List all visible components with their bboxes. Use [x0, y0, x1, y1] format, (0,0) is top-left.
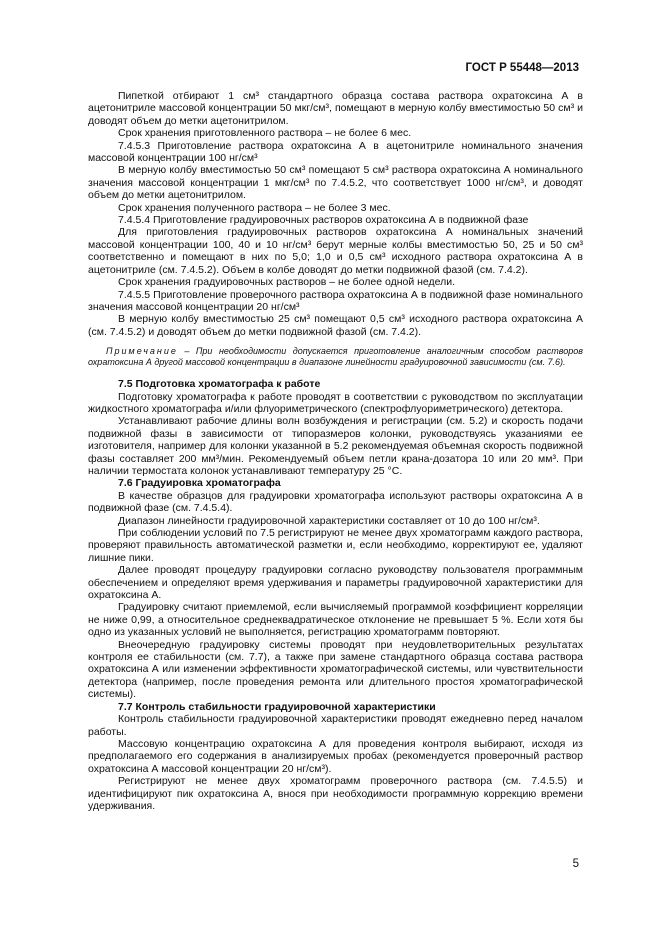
paragraph: Подготовку хроматографа к работе проводят в соответствии с руководством по эксплуатации жидкостного хроматографа и/или флуориметрического (спектрофлуориметрического) детектора.: [88, 390, 583, 415]
paragraph: Внеочередную градуировку системы проводят при неудовлетворительных результатах контроля ее стабильности (см. 7.7), а также при замене стандартного образца состава раствора охратоксина А или изменении эффективности хроматографической системы, или чувствительности детектора (например, после проведения ремонта или длительного простоя хроматографической системы).: [88, 638, 583, 701]
paragraph: Срок хранения градуировочных растворов – не более одной недели.: [118, 276, 456, 289]
paragraph: Контроль стабильности градуировочной характеристики проводят ежедневно перед началом работы.: [88, 713, 583, 738]
document-code: ГОСТ Р 55448—2013: [465, 62, 579, 74]
section-heading: 7.5 Подготовка хроматографа к работе: [118, 378, 321, 391]
paragraph: В качестве образцов для градуировки хроматографа используют растворы охратоксина А в подвижной фазе (см. 7.4.5.4).: [88, 489, 583, 515]
paragraph: Диапазон линейности градуировочной характеристики составляет от 10 до 100 нг/см³.: [118, 514, 540, 527]
paragraph: 7.4.5.4 Приготовление градуировочных растворов охратоксина А в подвижной фазе: [118, 214, 529, 227]
paragraph: Массовую концентрацию охратоксина А для проведения контроля выбирают, исходя из предполагаемого его содержания в анализируемых пробах (рекомендуется проверочный раствор охратоксина А массовой концентрации 20 нг/см³).: [88, 737, 583, 775]
note: [88, 346, 583, 368]
note-label: Примечание: [106, 346, 178, 357]
section-heading: 7.7 Контроль стабильности градуировочной характеристики: [118, 700, 436, 713]
paragraph: 7.4.5.5 Приготовление проверочного раствора охратоксина А в подвижной фазе номинального значения массовой концентрации 20 нг/см³: [88, 288, 583, 313]
paragraph: В мерную колбу вместимостью 25 см³ помещают 0,5 см³ исходного раствора охратоксина А (см. 7.4.5.2) и доводят объем до метки подвижной фазой (см. 7.4.2).: [88, 313, 583, 338]
section-heading: 7.6 Градуировка хроматографа: [118, 477, 281, 490]
paragraph: Устанавливают рабочие длины волн возбуждения и регистрации (см. 5.2) и скорость подачи подвижной фазы в зависимости от типоразмеров колонки, руководствуясь указаниями ее изготовителя, например для колонки указанной в 5.2 рекомендуемая объемная скорость подвижной фазы составляет 200 мм³/мин. Рекомендуемый объем петли крана-дозатора 10 или 20 мм³. При наличии термостата колонок устанавливают температуру 25 °С.: [88, 415, 583, 477]
paragraph: Далее проводят процедуру градуировки согласно руководству пользователя программным обеспечением и определяют время удерживания и параметры градуировочной характеристики для охратоксина А.: [88, 564, 583, 602]
paragraph: Градуировку считают приемлемой, если вычисляемый программой коэффициент корреляции не ниже 0,99, а относительное среднеквадратическое отклонение не превышает 5 %. Если хотя бы одно из указанных условий не выполняется, регистрацию хроматограмм повторяют.: [88, 601, 583, 639]
paragraph: 7.4.5.3 Приготовление раствора охратоксина А в ацетонитриле номинального значения массовой концентрации 100 нг/см³: [88, 139, 583, 165]
paragraph: В мерную колбу вместимостью 50 см³ помещают 5 см³ раствора охратоксина А номинального значения массовой концентрации 1 мкг/см³ по 7.4.5.2, что соответствует 1000 нг/см³, и доводят объем до метки ацетонитрилом.: [88, 164, 583, 202]
paragraph: Срок хранения полученного раствора – не более 3 мес.: [118, 201, 391, 214]
paragraph: При соблюдении условий по 7.5 регистрируют не менее двух хроматограмм каждого раствора, проверяют правильность автоматической разметки и, если необходимо, корректируют ее, удаляют лишние пики.: [88, 527, 583, 564]
paragraph: Для приготовления градуировочных растворов охратоксина А номинальных значений массовой концентрации 100, 40 и 10 нг/см³ берут мерные колбы вместимостью 50, 25 и 50 см³ соответственно и помещают в них по 5,0; 1,0 и 0,5 см³ исходного раствора охратоксина А в ацетонитриле (см. 7.4.5.2). Объем в колбе доводят до метки подвижной фазой (см. 7.4.2).: [88, 226, 583, 276]
paragraph: Срок хранения приготовленного раствора – не более 6 мес.: [118, 127, 412, 140]
note-text: – При необходимости допускается приготовление аналогичным способом растворов охратоксина А другой массовой концентрации в диапазоне линейности градуировочной зависимости (см. 7.6).: [88, 346, 583, 368]
paragraph: Регистрируют не менее двух хроматограмм проверочного раствора (см. 7.4.5.5) и идентифицируют пик охратоксина А, внося при необходимости программную коррекцию времени удерживания.: [88, 775, 583, 812]
paragraph: Пипеткой отбирают 1 см³ стандартного образца состава раствора охратоксина А в ацетонитриле массовой концентрации 50 мкг/см³, помещают в мерную колбу вместимостью 50 см³ и доводят объем до метки ацетонитрилом.: [88, 90, 583, 127]
page-number: 5: [572, 858, 579, 870]
document-body: [88, 90, 583, 812]
